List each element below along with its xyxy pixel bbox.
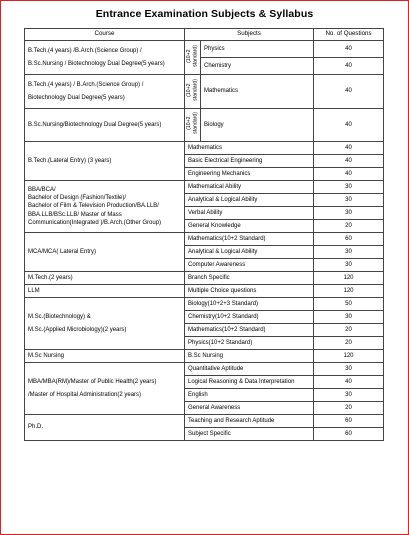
questions-cell: 30 (314, 181, 384, 194)
questions-cell: 50 (314, 298, 384, 311)
questions-cell: 120 (314, 350, 384, 363)
course-line: Communication(Integrated )/B.Arch.(Other Group) (28, 219, 162, 226)
course-line: BBA.LLB/BSc.LLB/ Master of Mass (28, 211, 122, 218)
course-line: M.Sc.(Applied Microbiology)(2 years) (28, 326, 127, 333)
course-line: B.Sc.Nursing / Biotechnology Dual Degree(5 years) (28, 60, 165, 67)
questions-cell: 40 (314, 142, 384, 155)
table-row (25, 109, 384, 142)
subject-cell: Computer Awareness (185, 259, 314, 272)
course-line: MBA/MBA(RM)/Master of Public Health(2 years) (28, 379, 157, 386)
header-row (25, 29, 384, 41)
subject-cell: Physics (201, 41, 314, 58)
course-line: M.Sc.(Biotechnology) & (28, 314, 91, 321)
subject-cell: Quantitative Aptitude (185, 363, 314, 376)
table-row (25, 233, 384, 246)
table-row (25, 350, 384, 363)
questions-cell: 40 (314, 168, 384, 181)
questions-cell: 30 (314, 194, 384, 207)
table-row (25, 363, 384, 376)
table-row (25, 298, 384, 311)
course-line: MCA/MCA( Lateral Entry) (28, 248, 97, 255)
course-cell (25, 41, 185, 75)
table-row (25, 272, 384, 285)
questions-cell: 20 (314, 337, 384, 350)
questions-cell: 120 (314, 272, 384, 285)
subject-cell: General Knowledge (185, 220, 314, 233)
table-row (25, 415, 384, 428)
course-cell (25, 350, 185, 363)
header-course: Course (25, 29, 185, 41)
table-row (25, 75, 384, 109)
questions-cell: 30 (314, 207, 384, 220)
questions-cell: 40 (314, 376, 384, 389)
course-cell (25, 298, 185, 350)
course-line: Ph.D. (28, 424, 44, 431)
questions-cell: 30 (314, 311, 384, 324)
page-title: Entrance Examination Subjects & Syllabus (95, 8, 314, 20)
course-line: B.Tech.(Lateral Entry) (3 years) (28, 157, 112, 164)
course-cell (25, 75, 185, 109)
subject-cell: Mathematics(10+2 Standard) (185, 324, 314, 337)
subject-cell: Analytical & Logical Ability (185, 246, 314, 259)
table-row (25, 285, 384, 298)
questions-cell: 40 (314, 155, 384, 168)
course-cell (25, 142, 185, 181)
course-line: /Master of Hospital Administration(2 years) (28, 391, 142, 398)
course-cell (25, 181, 185, 233)
questions-cell: 20 (314, 324, 384, 337)
subject-cell: Biology(10+2+3 Standard) (185, 298, 314, 311)
table-row (25, 181, 384, 194)
subject-cell: Biology (201, 109, 314, 142)
course-line: M.Tech.(2 years) (28, 274, 73, 281)
questions-cell: 60 (314, 415, 384, 428)
questions-cell: 30 (314, 259, 384, 272)
subject-cell: Mathematical Ability (185, 181, 314, 194)
questions-cell: 20 (314, 220, 384, 233)
subject-cell: Verbal Ability (185, 207, 314, 220)
course-cell (25, 363, 185, 415)
course-cell (25, 272, 185, 285)
course-line: LLM (28, 287, 40, 294)
questions-cell: 30 (314, 363, 384, 376)
table-row (25, 142, 384, 155)
course-line: Bachelor of Film & Television Production/BA.LLB/ (28, 203, 159, 210)
subject-cell: Mathematics (185, 142, 314, 155)
course-line: BBA/BCA/ (28, 187, 56, 194)
subject-cell: English (185, 389, 314, 402)
subject-cell: Logical Reasoning & Data Interpretation (185, 376, 314, 389)
subject-cell: Mathematics(10+2 Standard) (185, 233, 314, 246)
questions-cell: 120 (314, 285, 384, 298)
standard-label-cell (185, 75, 201, 109)
subject-cell: Chemistry(10+2 Standard) (185, 311, 314, 324)
subject-cell: Chemistry (201, 58, 314, 75)
course-line: B.Tech.(4 years) /B.Arch.(Science Group) / (28, 48, 142, 55)
course-cell (25, 233, 185, 272)
subject-cell: General Awareness (185, 402, 314, 415)
questions-cell: 60 (314, 428, 384, 441)
subject-cell: Mathematics (201, 75, 314, 109)
questions-cell: 40 (314, 41, 384, 58)
syllabus-table (24, 28, 384, 441)
subject-cell: Subject Specific (185, 428, 314, 441)
table-row (25, 41, 384, 58)
standard-label: (10+2 standard) (186, 78, 199, 101)
standard-label-cell (185, 41, 201, 75)
header-subjects: Subjects (185, 29, 314, 41)
subject-cell: Branch Specific (185, 272, 314, 285)
questions-cell: 30 (314, 389, 384, 402)
questions-cell: 30 (314, 246, 384, 259)
subject-cell: Engineering Mechanics (185, 168, 314, 181)
course-line: B.Tech.(4 years) / B.Arch.(Science Group) / (28, 82, 144, 89)
subject-cell: Multiple Choice questions (185, 285, 314, 298)
subject-cell: Basic Electrical Engineering (185, 155, 314, 168)
subject-cell: Teaching and Research Aptitude (185, 415, 314, 428)
course-line: Bachelor of Design (Fashion/Textile)/ (28, 195, 127, 202)
table-body (25, 41, 384, 441)
header-questions: No. of Questions (314, 29, 384, 41)
questions-cell: 40 (314, 109, 384, 142)
course-cell (25, 415, 185, 441)
course-line: Biotechnology Dual Degree(5 years) (28, 94, 125, 101)
questions-cell: 40 (314, 58, 384, 75)
subject-cell: Analytical & Logical Ability (185, 194, 314, 207)
questions-cell: 60 (314, 233, 384, 246)
standard-label: (10+2 standard) (186, 44, 199, 67)
questions-cell: 20 (314, 402, 384, 415)
subject-cell: Physics(10+2 Standard) (185, 337, 314, 350)
standard-label: (10+2 standard) (186, 112, 199, 135)
course-line: M.Sc Nursing (28, 352, 65, 359)
standard-label-cell (185, 109, 201, 142)
course-line: B.Sc.Nursing/Biotechnology Dual Degree(5 years) (28, 121, 162, 128)
course-cell (25, 109, 185, 142)
subject-cell: B.Sc Nursing (185, 350, 314, 363)
questions-cell: 40 (314, 75, 384, 109)
course-cell (25, 285, 185, 298)
